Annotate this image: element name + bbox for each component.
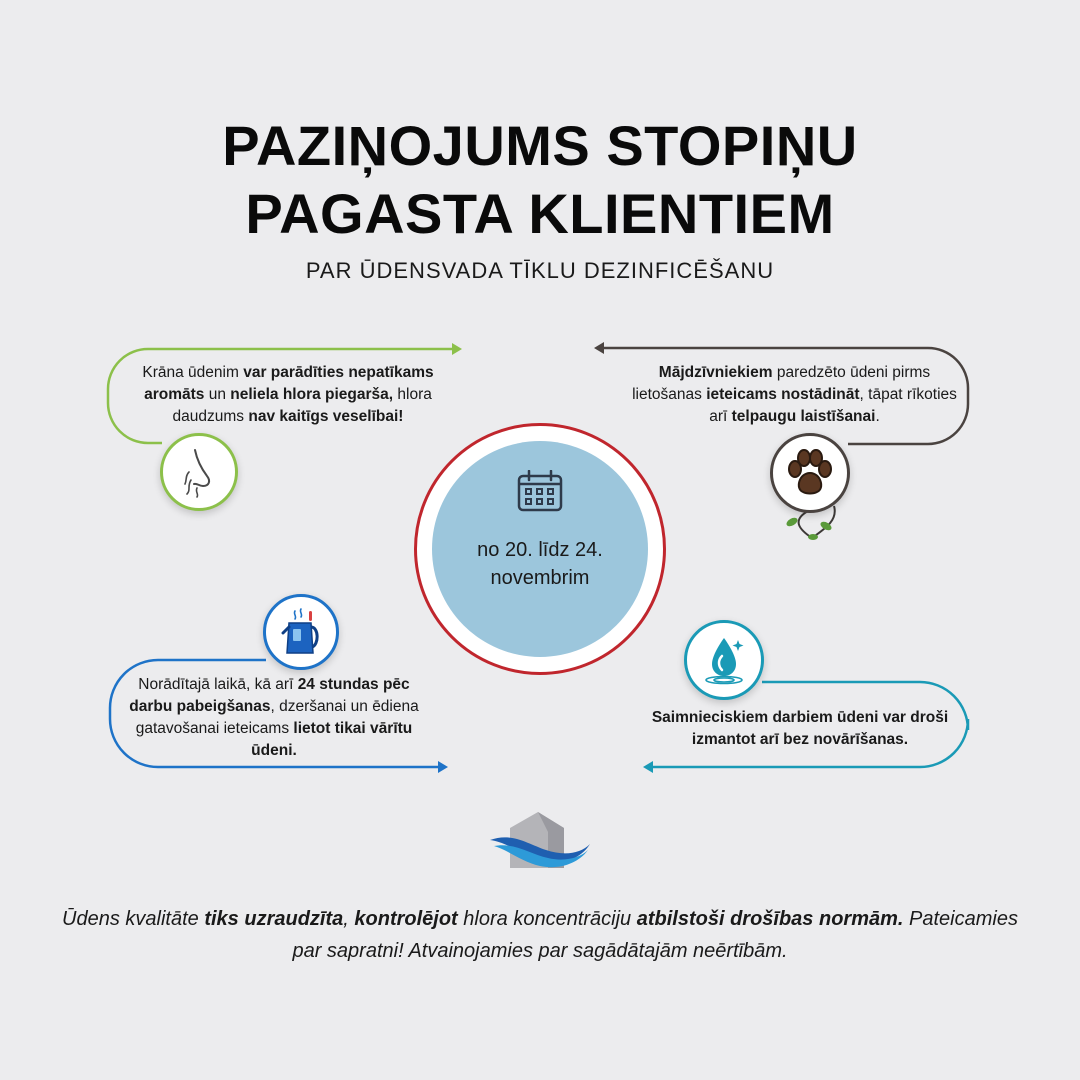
- kettle-icon: [263, 594, 339, 670]
- blue-arrow-head: [438, 761, 448, 773]
- teal-arrow-head: [643, 761, 653, 773]
- footer-bold-2: kontrolējot: [354, 908, 458, 930]
- boil-text-2: , dzeršanai un ēdiena gatavošanai ieteicams: [135, 698, 419, 737]
- pets-info-text: [622, 362, 967, 428]
- footer-note: [60, 903, 1020, 967]
- footer-text-4: Pateicamies par sapratni! Atvainojamies par sagādātajām neērtībām.: [292, 908, 1018, 962]
- pets-text-1: paredzēto ūdeni pirms lietošanas: [632, 364, 931, 403]
- footer-bold-3: atbilstoši drošības normām.: [636, 908, 904, 930]
- aroma-bold-3: nav kaitīgs veselībai!: [248, 408, 404, 425]
- boil-info-text: [128, 674, 420, 762]
- household-info-text: [635, 707, 965, 751]
- water-utility-logo: [488, 810, 592, 872]
- date-range-text: [432, 536, 648, 592]
- water-drop-icon: [684, 620, 764, 700]
- pets-bold-2: ieteicams nostādināt: [706, 386, 860, 403]
- paw-icon: [770, 433, 850, 513]
- green-arrow-head: [452, 343, 462, 355]
- title-line-2: PAGASTA KLIENTIEM: [245, 182, 835, 245]
- pets-text-2: , tāpat rīkoties arī: [709, 386, 957, 425]
- footer-text-1: Ūdens kvalitāte: [62, 908, 205, 930]
- date-line-1: no 20. līdz 24.: [477, 539, 603, 561]
- dark-arrow-head: [594, 342, 604, 354]
- aroma-text-2: un: [204, 386, 231, 403]
- boil-bold-1: 24 stundas pēc darbu pabeigšanas: [129, 676, 410, 715]
- footer-text-2: ,: [343, 908, 355, 930]
- aroma-bold-2: neliela hlora piegarša,: [230, 386, 394, 403]
- boil-bold-2: lietot tikai vārītu ūdeni.: [251, 720, 413, 759]
- footer-text-3: hlora koncentrāciju: [457, 908, 637, 930]
- vine-leaf-1: [785, 516, 799, 528]
- date-line-2: novembrim: [490, 567, 590, 589]
- footer-bold-1: tiks uzraudzīta: [204, 908, 344, 930]
- pets-bold-3: telpaugu laistīšanai: [731, 408, 876, 425]
- aroma-text-1: Krāna ūdenim: [142, 364, 244, 381]
- vine-leaf-3: [808, 534, 818, 540]
- title-line-1: PAZIŅOJUMS STOPIŅU: [222, 114, 858, 177]
- aroma-info-text: [118, 362, 458, 428]
- pets-text-3: .: [875, 408, 880, 425]
- aroma-bold-1: var parādīties nepatīkams aromāts: [144, 364, 434, 403]
- pets-bold-1: Mājdzīvniekiem: [658, 364, 773, 381]
- boil-text-1: Norādītajā laikā, kā arī: [138, 676, 298, 693]
- page-subtitle: PAR ŪDENSVADA TĪKLU DEZINFICĒŠANU: [305, 258, 775, 283]
- aroma-text-3: hlora daudzums: [172, 386, 432, 425]
- nose-icon: [160, 433, 238, 511]
- household-bold-1: Saimnieciskiem darbiem ūdeni var droši izmantot arī bez novārīšanas.: [651, 709, 949, 748]
- calendar-icon: [517, 470, 563, 512]
